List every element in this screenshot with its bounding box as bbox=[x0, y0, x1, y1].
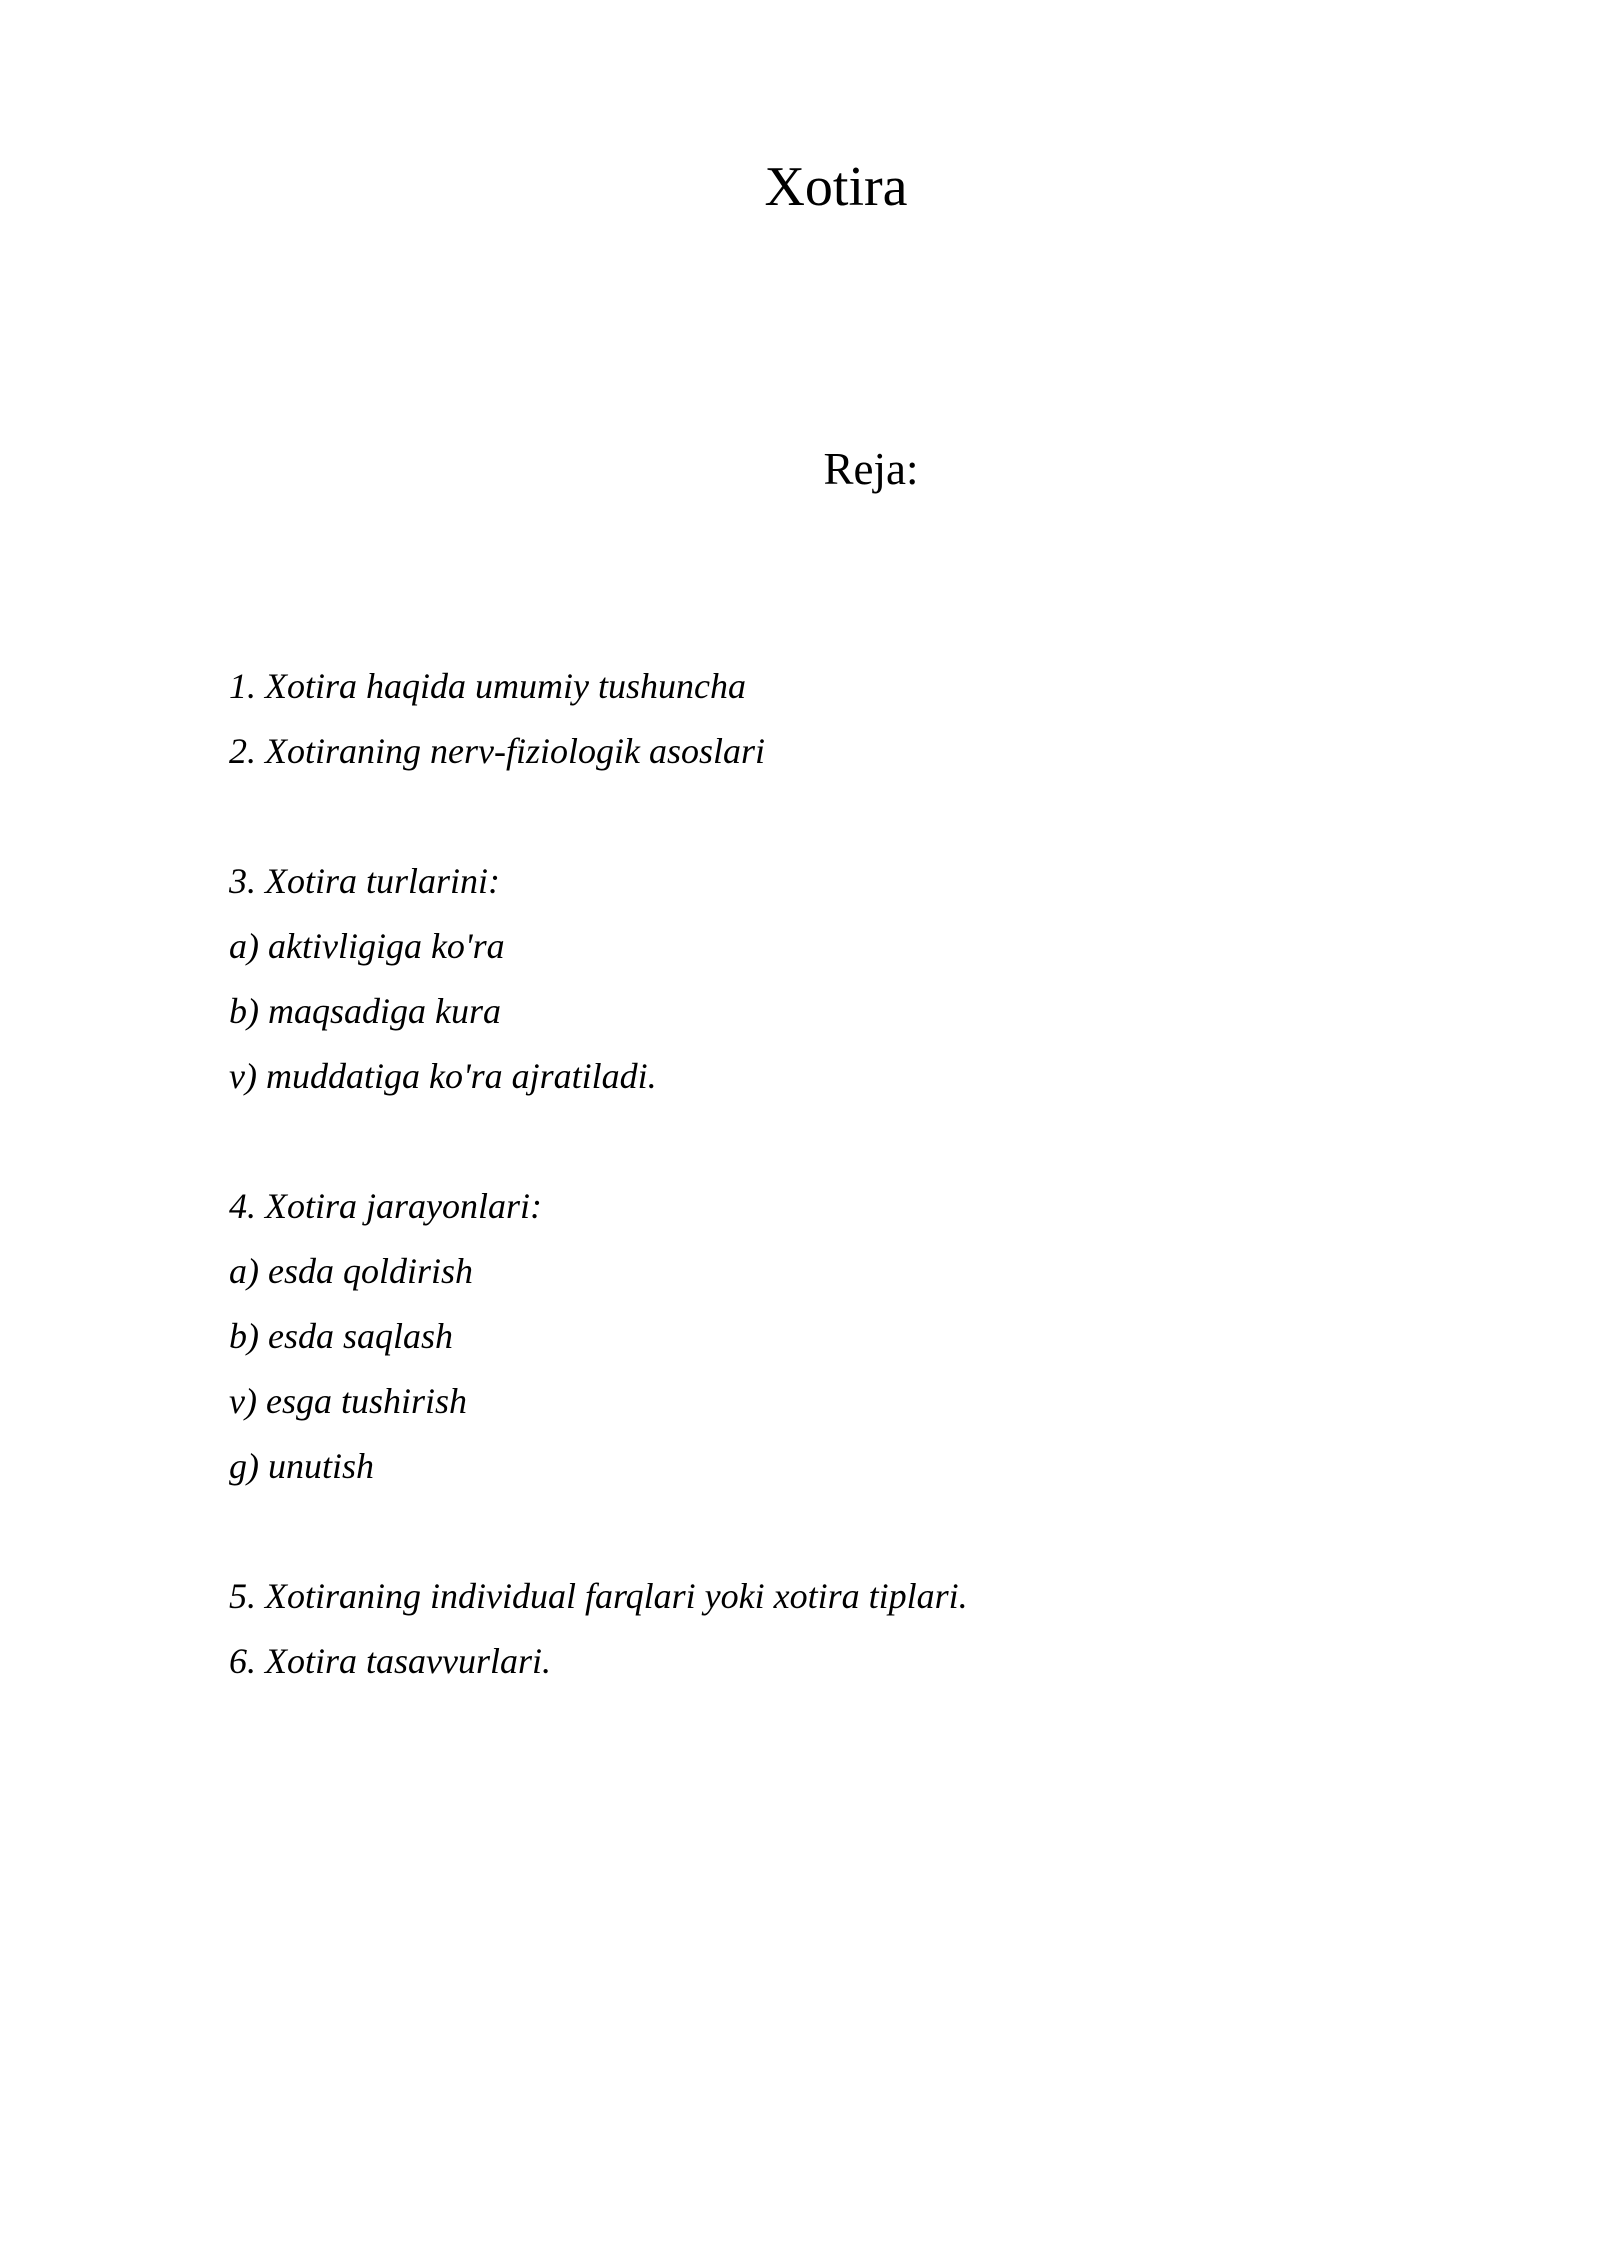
plan-item: 1. Xotira haqida umumiy tushuncha bbox=[229, 666, 746, 706]
plan-item: 2. Xotiraning nerv-fiziologik asoslari bbox=[229, 731, 765, 771]
plan-subitem: v) esga tushirish bbox=[229, 1381, 467, 1421]
plan-subitem: g) unutish bbox=[229, 1446, 375, 1486]
plan-item: 6. Xotira tasavvurlari. bbox=[229, 1641, 551, 1681]
plan-heading: Reja: bbox=[823, 444, 919, 495]
plan-item: 3. Xotira turlarini: bbox=[229, 861, 501, 901]
plan-subitem: b) maqsadiga kura bbox=[229, 991, 501, 1031]
plan-list bbox=[229, 654, 968, 1694]
plan-subitem: a) aktivligiga ko'ra bbox=[229, 926, 505, 966]
document-title: Xotira bbox=[764, 156, 908, 218]
plan-item: 4. Xotira jarayonlari: bbox=[229, 1186, 542, 1226]
plan-item: 5. Xotiraning individual farqlari yoki xotira tiplari. bbox=[229, 1576, 968, 1616]
plan-subitem: a) esda qoldirish bbox=[229, 1251, 474, 1291]
plan-subitem: b) esda saqlash bbox=[229, 1316, 453, 1356]
plan-subitem: v) muddatiga ko'ra ajratiladi. bbox=[229, 1056, 657, 1096]
